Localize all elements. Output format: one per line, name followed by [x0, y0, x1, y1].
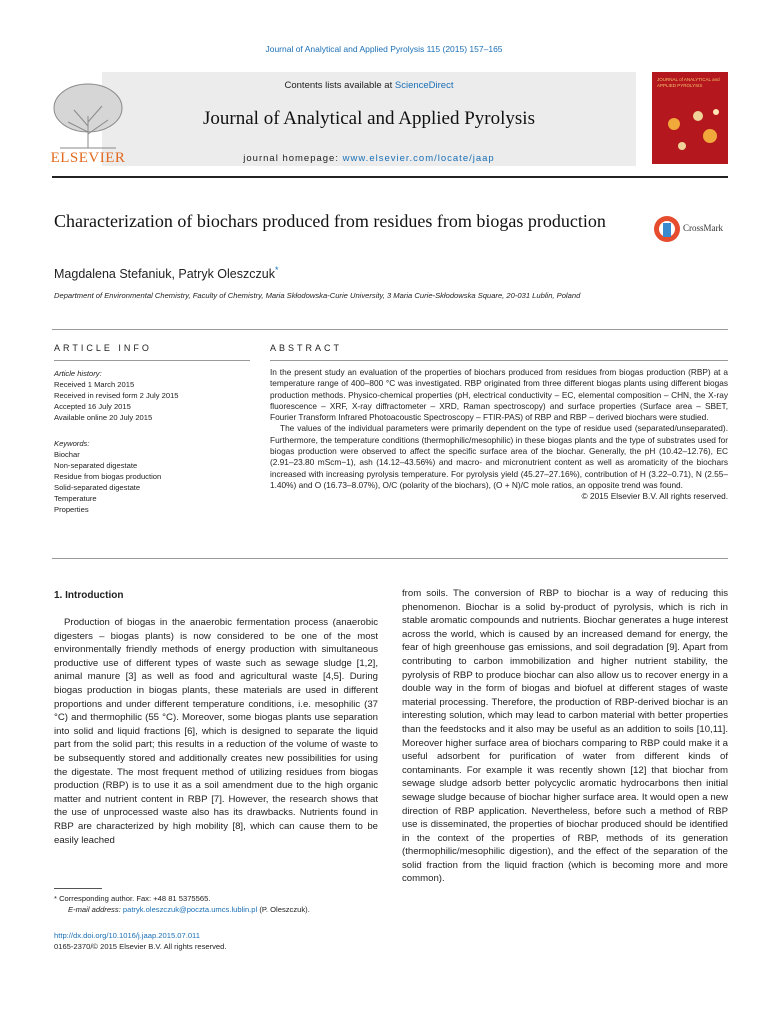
body-paragraph: Production of biogas in the anaerobic fermentation process (anaerobic digesters – biogas plants) is now considered to be one of the most environmentally friendly methods of energy production with simultaneous productive use of different types of waste such as sewage sludge [1,2], animal manure [3] as well as food and agricultural waste [4,5]. During biogas production in biogas plants, these materials are used in different proportions and under different temperature conditions, i.e. mesophilic (37 °C) and thermophilic (55 °C). Moreover, some biogas plants use separation into solid and liquid fractions [6], which is designed to separate the liquid part from the solid part; this results in a reduction of the volume of waste to be subsequently stored and additionally creates new possibilities for using the digestate. The most frequent method of utilizing residues from biogas production (RBP) is to use it as a soil amendment due to the high organic matter and nutrient content in RBP [7]. However, the research shows that the use of unprocessed waste also has its drawbacks. Nutrients found in RBP are characterized by high mobility [8], which can cause them to be easily leached: [54, 617, 378, 846]
homepage-link[interactable]: www.elsevier.com/locate/jaap: [342, 153, 495, 164]
section-rule: [52, 329, 728, 330]
keywords-label: Keywords:: [54, 439, 90, 448]
keyword-item: Residue from biogas production: [54, 472, 162, 481]
doi-block: [54, 930, 226, 952]
abstract-end-rule: [52, 558, 728, 559]
section-heading-introduction: 1. Introduction: [54, 590, 124, 601]
header-rule: [52, 176, 728, 178]
keyword-item: Solid-separated digestate: [54, 483, 141, 492]
crossmark-icon: [652, 214, 682, 244]
footnote: [54, 893, 378, 915]
email-link[interactable]: patryk.oleszczuk@poczta.umcs.lublin.pl: [122, 905, 258, 914]
cover-title: JOURNAL of ANALYTICAL and APPLIED PYROLYSIS: [657, 77, 720, 88]
author-names: Magdalena Stefaniuk, Patryk Oleszczuk: [54, 267, 275, 282]
journal-cover-thumbnail[interactable]: [652, 72, 728, 164]
keyword-item: Biochar: [54, 450, 80, 459]
issn-line: 0165-2370/© 2015 Elsevier B.V. All rights reserved.: [54, 942, 227, 951]
sciencedirect-link[interactable]: ScienceDirect: [394, 80, 454, 91]
elsevier-wordmark: ELSEVIER: [50, 150, 126, 166]
body-column-right: [402, 587, 728, 886]
abstract-paragraph: In the present study an evaluation of the properties of biochars produced from residues from biogas production (RBP) at a temperature range of 400–800 °C was investigated. RBP originated from three different biogas plants using different biogas production methods. Physico-chemical properties (pH, electrical conductivity – EC, elemental composition – CHN, the X-ray fluorescence – XRF, X-ray diffractometer – XRD, Raman spectroscopy) and surface properties (Surface area – SBET, Fourier Transform Infrared Photoacoustic Spectroscopy – FTIR-PAS) of RBP and RBP – derived biochars were studied.: [270, 367, 728, 423]
keyword-item: Non-separated digestate: [54, 461, 138, 470]
history-item: Available online 20 July 2015: [54, 413, 153, 422]
crossmark-badge[interactable]: [652, 214, 732, 244]
email-line: [54, 904, 378, 915]
abstract-rule: [270, 360, 728, 361]
cover-graphic: [652, 72, 728, 164]
email-suffix: (P. Oleszczuk).: [257, 905, 310, 914]
keyword-item: Temperature: [54, 494, 97, 503]
history-item: Received in revised form 2 July 2015: [54, 391, 179, 400]
article-history: [54, 368, 254, 423]
homepage-prefix: journal homepage:: [243, 153, 343, 164]
body-column-left: [54, 616, 378, 847]
crossmark-label: CrossMark: [683, 223, 723, 233]
journal-homepage: [102, 153, 636, 164]
corresponding-author-note: * Corresponding author. Fax: +48 81 5375565.: [54, 894, 211, 903]
email-label: E-mail address:: [68, 905, 123, 914]
history-label: Article history:: [54, 369, 102, 378]
keywords-list: [54, 438, 254, 515]
abstract-heading: ABSTRACT: [270, 343, 343, 353]
paper-title: Characterization of biochars produced from residues from biogas production: [54, 211, 606, 231]
corresponding-author-mark[interactable]: *: [274, 265, 279, 275]
affiliation: Department of Environmental Chemistry, Faculty of Chemistry, Maria Skłodowska-Curie University, 3 Maria Curie-Skłodowska Square, 20-031 Lublin, Poland: [54, 291, 581, 300]
body-paragraph: from soils. The conversion of RBP to biochar is a way of reducing this phenomenon. Biochar is a solid by-product of pyrolysis, which is rich in stable aromatic compounds and nutrients. Biochar generates a huge interest across the world, which is caused by an increased demand for energy, the fear of high greenhouse gas emissions, and soil degradation [9]. Apart from contributing to carbon immobilization and higher nutrient stability, the pyrolysis of RBP to produce biochar can also allow us to recover energy in a double way in the form of biogas and biofuel at different stages of waste material processing. Therefore, the production of RBP-derived biochar is an interesting solution, which may lead to carbon material with better properties than the feedstocks and it also may be useful as an addition to soils [10,11]. Moreover higher surface area of biochars comparing to RBP could make it a useful adsorbent for purification of water from different kinds of contaminants. For example it was recently shown [12] that biochar from sewage sludge adsorb better polycyclic aromatic hydrocarbons then initial sewage sludge because of biochar higher surface area. It would open a new direction of RBP application. Nevertheless, before such a method of RBP use is disseminated, the properties of biochar produced should be identified in the context of the properties of RBP, methods of its generation (thermophilic/mesophilic digestion), and the effect of the separation of the solid fraction from the liquid fraction (which is becoming more and more common).: [402, 588, 728, 885]
history-item: Accepted 16 July 2015: [54, 402, 131, 411]
article-info-heading: ARTICLE INFO: [54, 343, 152, 353]
contents-line: [102, 80, 636, 91]
abstract-paragraph: The values of the individual parameters were primarily dependent on the type of residue used (separated/unseparated). Furthermore, the temperature conditions (thermophilic/mesophilic) in these biogas plants and the type of substrates used for biogas production were observed to affect the specific surface area of the biochar. Generally, the pH (10.42–12.76), EC (2.91–23.80 mScm−1), ash (14.12–43.56%) and macro- and micronutrient content as well as aromaticity of the biochars increased with increasing pyrolysis temperature. For pyrolysis yield (45.27–27.16%), contribution of H (3.22–0.71), N (2.55–1.40%) and O (16.73–8.07%), O/C (polarity of the biochars), (O + N)/C mole ratios, an opposite trend was found.: [270, 423, 728, 490]
footnote-rule: [54, 888, 102, 889]
journal-title: Journal of Analytical and Applied Pyrolysis: [203, 108, 535, 129]
contents-prefix: Contents lists available at: [284, 80, 395, 91]
doi-link[interactable]: http://dx.doi.org/10.1016/j.jaap.2015.07.011: [54, 931, 200, 940]
article-info-rule: [54, 360, 250, 361]
history-item: Received 1 March 2015: [54, 380, 135, 389]
abstract-copyright: © 2015 Elsevier B.V. All rights reserved.: [581, 491, 728, 502]
authors-line: [54, 265, 278, 281]
abstract-body: [270, 367, 728, 503]
journal-citation[interactable]: Journal of Analytical and Applied Pyrolysis 115 (2015) 157–165: [265, 44, 503, 54]
keyword-item: Properties: [54, 505, 89, 514]
